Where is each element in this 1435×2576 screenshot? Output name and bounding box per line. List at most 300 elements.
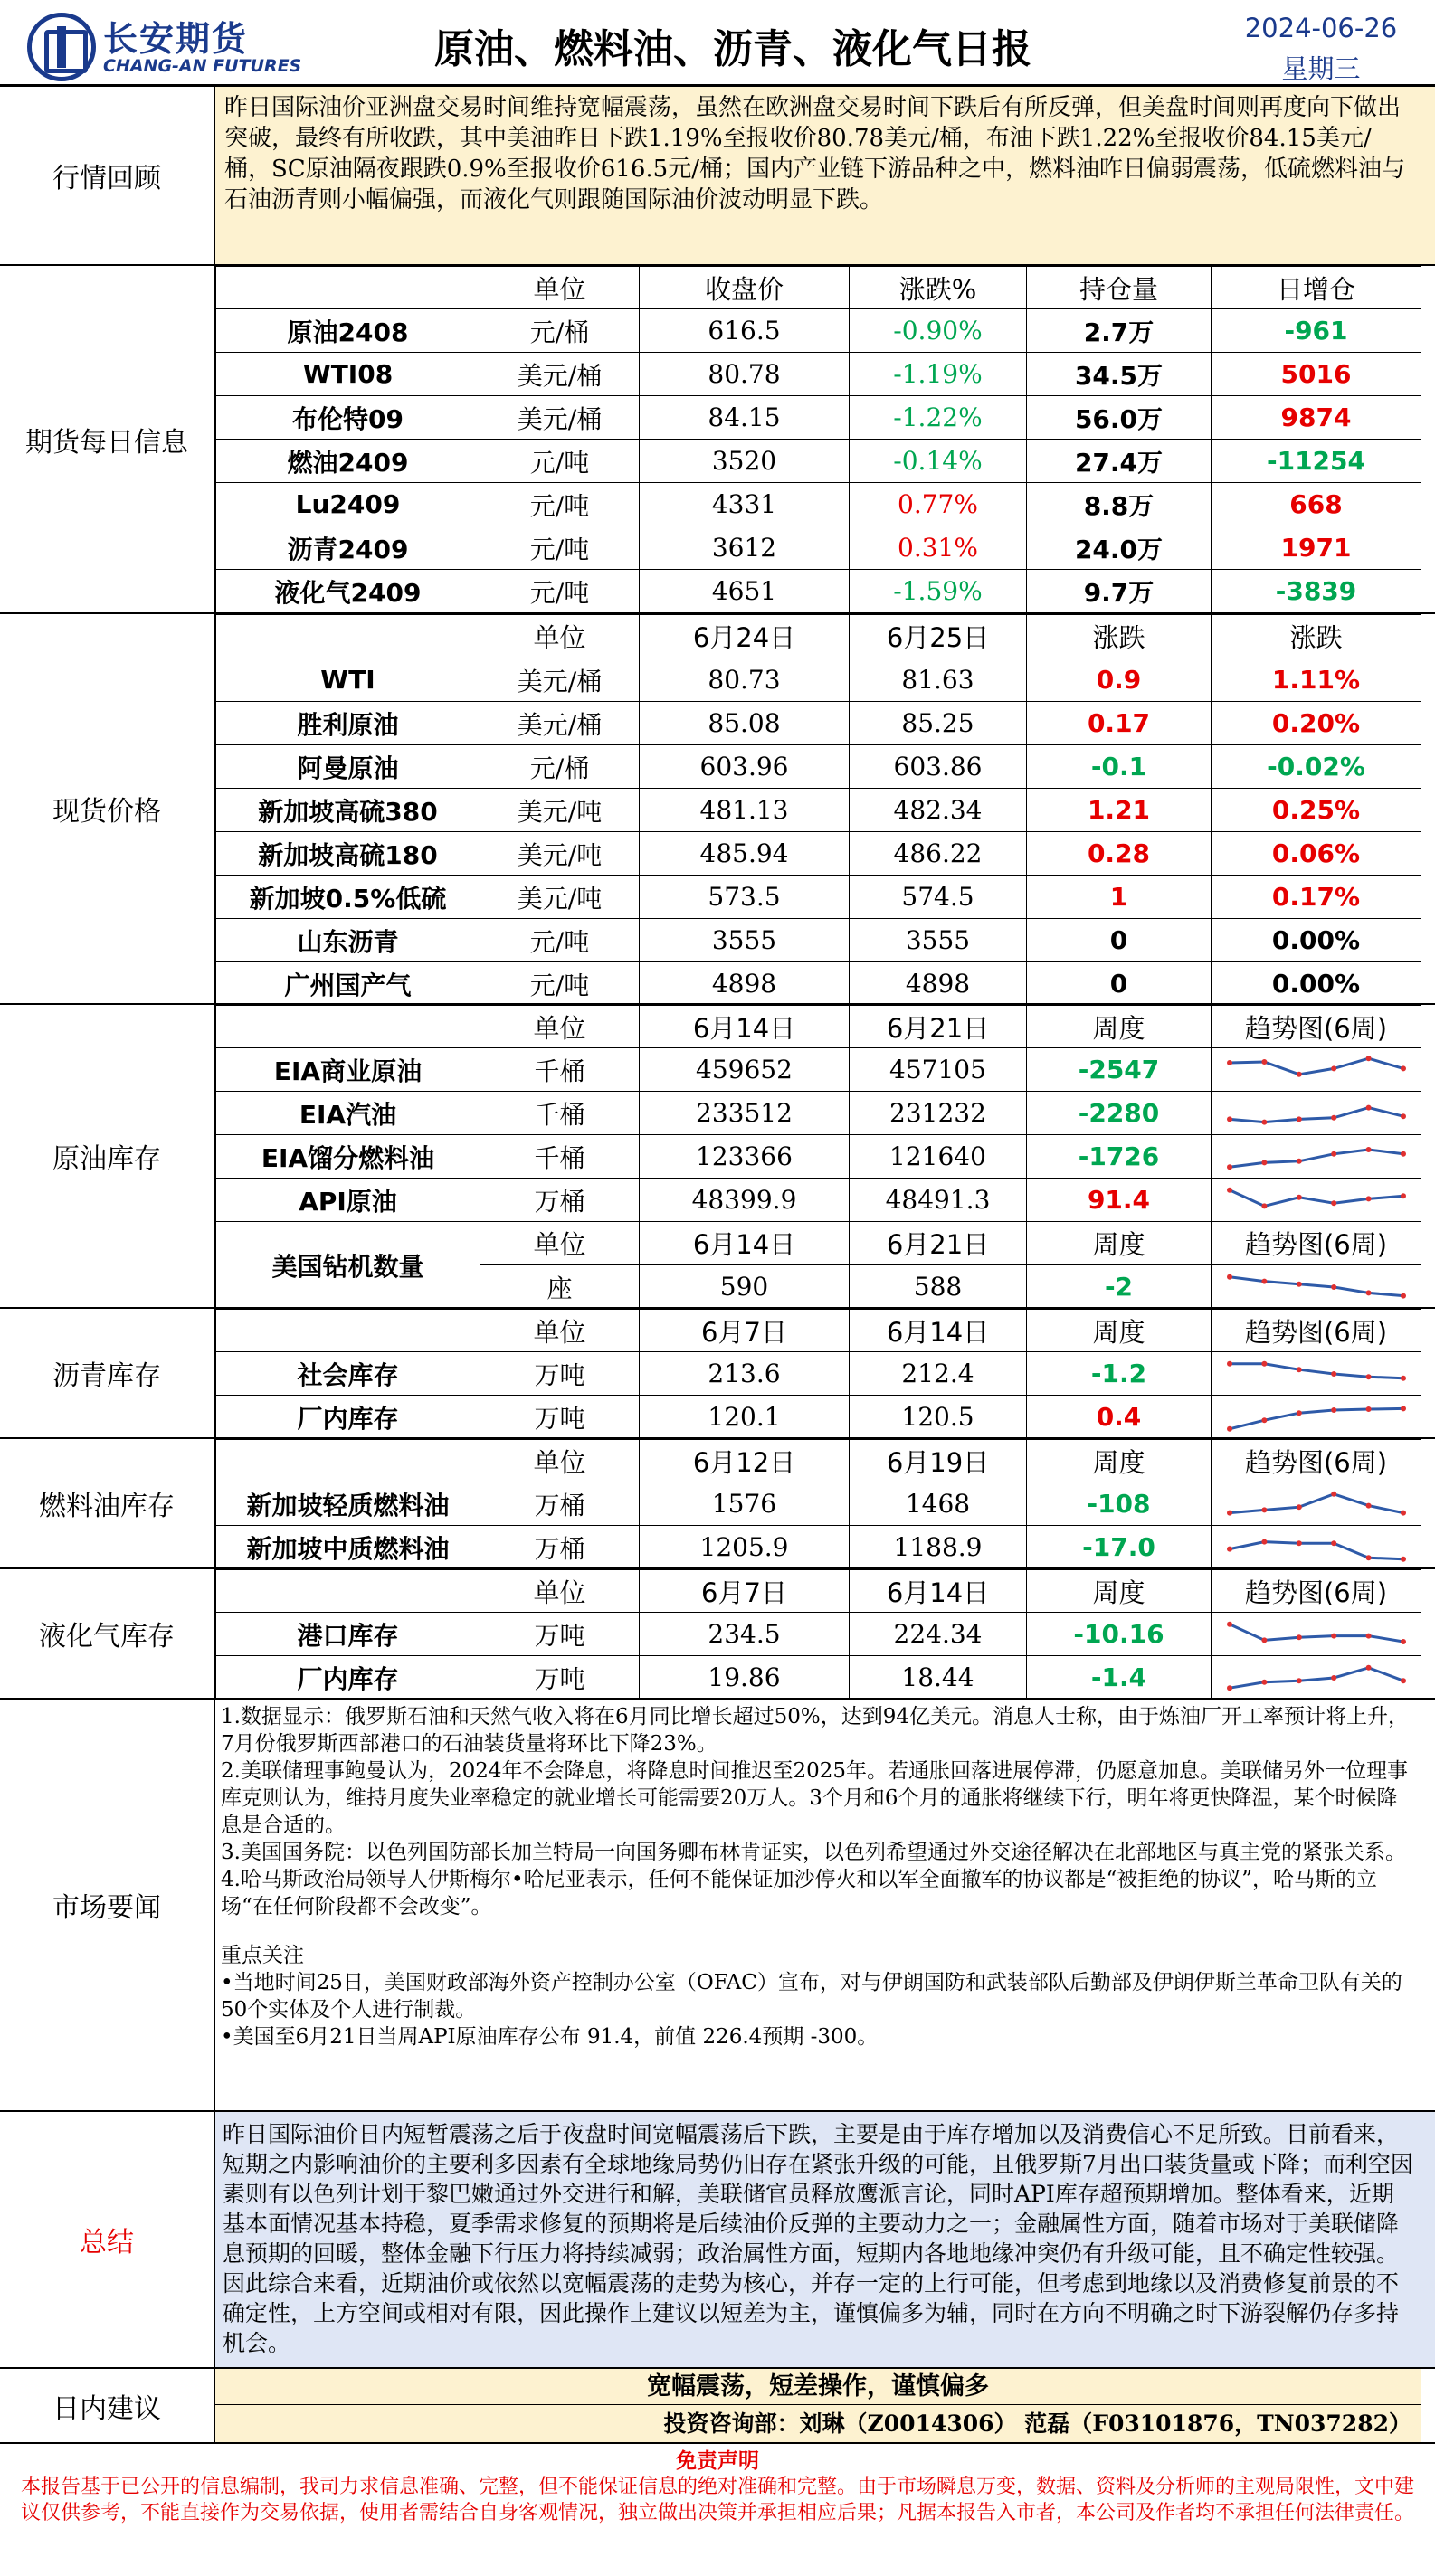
trend-point	[1365, 1374, 1371, 1379]
price-day2: 486.22	[850, 832, 1027, 876]
price-day1: 603.96	[640, 745, 850, 789]
unit-cell: 万桶	[480, 1482, 640, 1526]
price-day2: 3555	[850, 919, 1027, 962]
instrument-name: WTI08	[216, 353, 480, 396]
close-price: 3612	[640, 526, 850, 570]
trend-point	[1401, 1678, 1406, 1683]
weekly-change: -1726	[1027, 1135, 1212, 1179]
trend-sparkline	[1226, 1616, 1407, 1653]
trend-chart	[1212, 1526, 1421, 1569]
table-row	[216, 702, 1421, 745]
table-row	[216, 1179, 1421, 1222]
table-row	[216, 396, 1421, 440]
trend-point	[1365, 1664, 1371, 1670]
fuel-inventory-section	[0, 1439, 1435, 1569]
column-header: 6月14日	[640, 1006, 850, 1048]
inventory-name: EIA汽油	[216, 1092, 480, 1135]
inventory-prev: 1576	[640, 1482, 850, 1526]
instrument-name: 液化气2409	[216, 570, 480, 613]
unit-cell: 座	[480, 1265, 640, 1309]
trend-point	[1261, 1160, 1267, 1165]
trend-point	[1331, 1284, 1336, 1290]
price-change-percent: 0.06%	[1212, 832, 1421, 876]
trend-point	[1261, 1637, 1267, 1643]
close-price: 4331	[640, 483, 850, 526]
table-row	[216, 962, 1421, 1006]
inventory-name: 港口库存	[216, 1613, 480, 1656]
trend-point	[1365, 1196, 1371, 1201]
trend-sparkline	[1226, 1530, 1407, 1566]
column-header: 6月25日	[850, 615, 1027, 658]
change-percent: -1.59%	[850, 570, 1027, 613]
daily-oi-change: 668	[1212, 483, 1421, 526]
unit-cell: 万吨	[480, 1396, 640, 1439]
trend-point	[1296, 1678, 1301, 1683]
price-change-percent: 0.25%	[1212, 789, 1421, 832]
trend-point	[1296, 1367, 1301, 1372]
price-change-percent: 0.00%	[1212, 919, 1421, 962]
column-header: 6月19日	[850, 1440, 1027, 1482]
lpg-inventory-section	[0, 1569, 1435, 1700]
column-header: 涨跌%	[850, 267, 1027, 309]
price-day1: 4898	[640, 962, 850, 1006]
news-item: 3.美国国务院：以色列国防部长加兰特局一向国务卿布林肯证实，以色列希望通过外交途径解决在北部地区与真主党的紧张关系。	[221, 1841, 1406, 1864]
inventory-prev: 234.5	[640, 1613, 850, 1656]
inventory-prev: 120.1	[640, 1396, 850, 1439]
trend-chart	[1212, 1396, 1421, 1439]
column-header: 周度	[1027, 1440, 1212, 1482]
open-interest: 56.0万	[1027, 396, 1212, 440]
trend-point	[1331, 1151, 1336, 1156]
column-header: 6月14日	[640, 1222, 850, 1265]
trend-point	[1365, 1056, 1371, 1061]
trend-point	[1296, 1158, 1301, 1163]
change-percent: 0.77%	[850, 483, 1027, 526]
unit-cell: 元/吨	[480, 440, 640, 483]
trend-point	[1261, 1119, 1267, 1124]
table-header-row	[216, 615, 1421, 658]
focus-item: •美国至6月21日当周API原油库存公布 91.4，前值 226.4预期 -300。	[221, 2025, 879, 2049]
disclaimer-title: 免责声明	[676, 2448, 759, 2473]
open-interest: 24.0万	[1027, 526, 1212, 570]
news-label: 市场要闻	[0, 1700, 215, 2110]
summary-section	[0, 2112, 1435, 2369]
trend-chart	[1212, 1352, 1421, 1396]
inventory-latest: 18.44	[850, 1656, 1027, 1700]
trend-point	[1227, 1116, 1232, 1122]
daily-oi-change: -3839	[1212, 570, 1421, 613]
unit-cell: 万吨	[480, 1613, 640, 1656]
unit-cell: 万桶	[480, 1526, 640, 1569]
price-change: 1	[1027, 876, 1212, 919]
spot-name: 新加坡高硫180	[216, 832, 480, 876]
open-interest: 9.7万	[1027, 570, 1212, 613]
unit-cell: 万吨	[480, 1352, 640, 1396]
price-day2: 482.34	[850, 789, 1027, 832]
trend-point	[1331, 1633, 1336, 1638]
unit-cell: 美元/吨	[480, 832, 640, 876]
trend-point	[1401, 1406, 1406, 1411]
instrument-name: 沥青2409	[216, 526, 480, 570]
instrument-name: 原油2408	[216, 309, 480, 353]
trend-point	[1401, 1193, 1406, 1198]
trend-point	[1227, 1425, 1232, 1431]
column-header	[216, 1006, 480, 1048]
market-review-text: 昨日国际油价亚洲盘交易时间维持宽幅震荡，虽然在欧洲盘交易时间下跌后有所反弹，但美盘时间则再度向下做出突破，最终有所收跌，其中美油昨日下跌1.19%至报收价80.78美元/桶，布油下跌1.22%至报收价84.15美元/桶，SC原油隔夜跟跌0.9%至报收价616.5元/桶；国内产业链下游品种之中，燃料油昨日偏弱震荡，低硫燃料油与石油沥青则小幅偏强，而液化气则跟随国际油价波动明显下跌。	[224, 94, 1405, 213]
weekly-change: 91.4	[1027, 1179, 1212, 1222]
weekly-change: -108	[1027, 1482, 1212, 1526]
spot-label: 现货价格	[0, 614, 215, 1003]
trend-point	[1401, 1151, 1406, 1156]
intraday-section	[0, 2369, 1435, 2444]
column-header: 单位	[480, 267, 640, 309]
change-percent: -1.22%	[850, 396, 1027, 440]
spot-name: 阿曼原油	[216, 745, 480, 789]
column-header: 6月21日	[850, 1222, 1027, 1265]
inventory-latest: 48491.3	[850, 1179, 1027, 1222]
trend-point	[1331, 1065, 1336, 1071]
disclaimer	[0, 2444, 1435, 2576]
table-row	[216, 1048, 1421, 1092]
daily-oi-change: 5016	[1212, 353, 1421, 396]
spot-name: 新加坡0.5%低硫	[216, 876, 480, 919]
crude-inventory-label: 原油库存	[0, 1005, 215, 1307]
trend-point	[1261, 1203, 1267, 1208]
report-date: 2024-06-26	[1244, 13, 1398, 43]
trend-line	[1230, 1058, 1403, 1075]
disclaimer-text: 本报告基于已公开的信息编制，我司力求信息准确、完整，但不能保证信息的绝对准确和完整。由于市场瞬息万变，数据、资料及分析师的主观局限性，文中建议仅供参考，不能直接作为交易依据，使用者需结合自身客观情况，独立做出决策并承担相应后果；凡据本报告入市者，本公司及作者均不承担任何法律责任。	[20, 2476, 1414, 2524]
trend-point	[1401, 1293, 1406, 1298]
unit-cell: 元/吨	[480, 526, 640, 570]
table-row	[216, 789, 1421, 832]
inventory-latest: 121640	[850, 1135, 1027, 1179]
daily-oi-change: 1971	[1212, 526, 1421, 570]
trend-line	[1230, 1493, 1403, 1512]
change-percent: -0.14%	[850, 440, 1027, 483]
crude-inventory-section	[0, 1005, 1435, 1309]
unit-cell: 美元/吨	[480, 789, 640, 832]
column-header: 6月14日	[850, 1570, 1027, 1613]
price-change: 0.17	[1027, 702, 1212, 745]
focus-item: •当地时间25日，美国财政部海外资产控制办公室（OFAC）宣布，对与伊朗国防和武装部队后勤部及伊朗伊斯兰革命卫队有关的50个实体及个人进行制裁。	[221, 1971, 1402, 2022]
trend-point	[1227, 1360, 1232, 1366]
spot-name: 新加坡高硫380	[216, 789, 480, 832]
table-row	[216, 876, 1421, 919]
trend-point	[1227, 1621, 1232, 1626]
table-row	[216, 483, 1421, 526]
column-header	[216, 1440, 480, 1482]
logo-name-cn: 长安期货	[103, 19, 249, 59]
unit-cell: 元/桶	[480, 309, 640, 353]
inventory-latest: 1468	[850, 1482, 1027, 1526]
trend-point	[1365, 1555, 1371, 1560]
table-row	[216, 570, 1421, 613]
spot-name: 广州国产气	[216, 962, 480, 1006]
inventory-prev: 19.86	[640, 1656, 850, 1700]
column-header: 周度	[1027, 1310, 1212, 1352]
trend-line	[1230, 1408, 1403, 1428]
trend-point	[1261, 1417, 1267, 1423]
trend-chart	[1212, 1613, 1421, 1656]
lpg-inventory-table	[215, 1569, 1421, 1700]
table-row	[216, 440, 1421, 483]
price-change-percent: 0.00%	[1212, 962, 1421, 1006]
company-logo-icon	[27, 13, 96, 81]
price-change: 0.28	[1027, 832, 1212, 876]
price-change: -0.1	[1027, 745, 1212, 789]
price-day2: 603.86	[850, 745, 1027, 789]
open-interest: 2.7万	[1027, 309, 1212, 353]
inventory-latest: 224.34	[850, 1613, 1027, 1656]
unit-cell: 美元/桶	[480, 658, 640, 702]
trend-point	[1261, 1059, 1267, 1065]
close-price: 84.15	[640, 396, 850, 440]
unit-cell: 千桶	[480, 1092, 640, 1135]
trend-point	[1227, 1685, 1232, 1690]
table-header-row	[216, 1006, 1421, 1048]
column-header: 趋势图(6周)	[1212, 1006, 1421, 1048]
price-day1: 85.08	[640, 702, 850, 745]
column-header: 趋势图(6周)	[1212, 1440, 1421, 1482]
column-header: 单位	[480, 1310, 640, 1352]
inventory-name: 新加坡轻质燃料油	[216, 1482, 480, 1526]
table-header-row	[216, 267, 1421, 309]
column-header: 6月7日	[640, 1310, 850, 1352]
column-header: 6月12日	[640, 1440, 850, 1482]
trend-point	[1331, 1371, 1336, 1377]
column-header: 涨跌	[1212, 615, 1421, 658]
trend-point	[1227, 1187, 1232, 1192]
news-item: 2.美联储理事鲍曼认为，2024年不会降息，将降息时间推迟至2025年。若通胀回落进展停滞，仍愿意加息。美联储另外一位理事库克则认为，维持月度失业率稳定的就业增长可能需要20万人。3个月和6个月的通胀将继续下行，明年将更快降温，某个时候降息是合适的。	[221, 1759, 1409, 1837]
trend-point	[1261, 1360, 1267, 1366]
table-row	[216, 919, 1421, 962]
trend-point	[1296, 1504, 1301, 1510]
trend-point	[1401, 1510, 1406, 1515]
weekly-change: -2	[1027, 1265, 1212, 1309]
table-header-row	[216, 1440, 1421, 1482]
futures-table	[215, 266, 1421, 613]
weekly-change: -10.16	[1027, 1613, 1212, 1656]
trend-point	[1261, 1278, 1267, 1283]
logo-name-en: CHANG-AN FUTURES	[103, 56, 302, 76]
trend-point	[1365, 1406, 1371, 1412]
column-header	[216, 1310, 480, 1352]
price-day2: 4898	[850, 962, 1027, 1006]
close-price: 3520	[640, 440, 850, 483]
instrument-name: 布伦特09	[216, 396, 480, 440]
intraday-label: 日内建议	[0, 2369, 215, 2442]
price-change-percent: 0.17%	[1212, 876, 1421, 919]
weekly-change: -1.4	[1027, 1656, 1212, 1700]
table-row	[216, 1135, 1421, 1179]
column-header: 趋势图(6周)	[1212, 1570, 1421, 1613]
inventory-prev: 459652	[640, 1048, 850, 1092]
trend-line	[1230, 1541, 1403, 1558]
trend-line	[1230, 1667, 1403, 1687]
unit-cell: 元/吨	[480, 483, 640, 526]
trend-point	[1296, 1116, 1301, 1122]
news-item: 4.哈马斯政治局领导人伊斯梅尔•哈尼亚表示，任何不能保证加沙停火和以军全面撤军的协议都是“被拒绝的协议”，哈马斯的立场“在任何阶段都不会改变”。	[221, 1868, 1378, 1918]
inventory-name: 新加坡中质燃料油	[216, 1526, 480, 1569]
report-title: 原油、燃料油、沥青、液化气日报	[434, 26, 1031, 72]
fuel-inventory-table	[215, 1439, 1421, 1569]
change-percent: -0.90%	[850, 309, 1027, 353]
price-change: 0.9	[1027, 658, 1212, 702]
column-header: 周度	[1027, 1006, 1212, 1048]
trend-point	[1261, 1539, 1267, 1544]
unit-cell: 千桶	[480, 1048, 640, 1092]
trend-chart	[1212, 1048, 1421, 1092]
inventory-latest: 231232	[850, 1092, 1027, 1135]
inventory-prev: 590	[640, 1265, 850, 1309]
price-day1: 573.5	[640, 876, 850, 919]
close-price: 616.5	[640, 309, 850, 353]
asphalt-inventory-label: 沥青库存	[0, 1309, 215, 1437]
open-interest: 27.4万	[1027, 440, 1212, 483]
table-row	[216, 1526, 1421, 1569]
column-header	[216, 615, 480, 658]
weekly-change: -17.0	[1027, 1526, 1212, 1569]
table-row	[216, 832, 1421, 876]
price-day1: 485.94	[640, 832, 850, 876]
inventory-prev: 48399.9	[640, 1179, 850, 1222]
trend-sparkline	[1226, 1182, 1407, 1218]
trend-sparkline	[1226, 1269, 1407, 1305]
consultant-info: 投资咨询部：刘琳（Z0014306） 范磊（F03101876，TN037282）	[215, 2405, 1421, 2442]
market-review-label: 行情回顾	[0, 87, 215, 264]
trend-point	[1401, 1375, 1406, 1380]
column-header: 日增仓	[1212, 267, 1421, 309]
trend-point	[1227, 1510, 1232, 1515]
column-header: 6月14日	[850, 1310, 1027, 1352]
column-header: 单位	[480, 615, 640, 658]
report-header	[0, 0, 1435, 87]
lpg-inventory-label: 液化气库存	[0, 1569, 215, 1698]
trend-chart	[1212, 1656, 1421, 1700]
trend-point	[1401, 1113, 1406, 1119]
trend-sparkline	[1226, 1660, 1407, 1696]
table-row	[216, 1092, 1421, 1135]
unit-cell: 美元/桶	[480, 396, 640, 440]
summary-text: 昨日国际油价日内短暂震荡之后于夜盘时间宽幅震荡后下跌，主要是由于库存增加以及消费信心不足所致。目前看来，短期之内影响油价的主要利多因素有全球地缘局势仍旧存在紧张升级的可能，且俄罗斯7月出口装货量或下降；而利空因素则有以色列计划于黎巴嫩通过外交进行和解，美联储官员释放鹰派言论，同时API库存超预期增加。整体看来，近期基本面情况基本持稳，夏季需求修复的预期将是后续油价反弹的主要动力之一；金融属性方面，随着市场对于美联储降息预期的回暖，整体金融下行压力将持续减弱；政治属性方面，短期内各地地缘冲突仍有升级可能，且不确定性较强。因此综合来看，近期油价或依然以宽幅震荡的走势为核心，并存一定的上行可能，但考虑到地缘以及消费修复前景的不确定性，上方空间或相对有限，因此操作上建议以短差为主，谨慎偏多为辅，同时在方向不明确之时下游裂解仍存多持机会。	[215, 2112, 1421, 2365]
unit-cell: 千桶	[480, 1135, 640, 1179]
column-header: 单位	[480, 1570, 640, 1613]
column-header: 趋势图(6周)	[1212, 1310, 1421, 1352]
trend-point	[1365, 1147, 1371, 1152]
trend-point	[1296, 1194, 1301, 1199]
close-price: 4651	[640, 570, 850, 613]
inventory-latest: 457105	[850, 1048, 1027, 1092]
news-item: 1.数据显示：俄罗斯石油和天然气收入将在6月同比增长超过50%，达到94亿美元。消息人士称，由于炼油厂开工率预计将上升，7月份俄罗斯西部港口的石油装货量将环比下降23%。	[221, 1705, 1409, 1756]
column-header: 6月21日	[850, 1006, 1027, 1048]
unit-cell: 元/桶	[480, 745, 640, 789]
inventory-latest: 588	[850, 1265, 1027, 1309]
table-row	[216, 353, 1421, 396]
close-price: 80.78	[640, 353, 850, 396]
report-weekday: 星期三	[1281, 53, 1361, 84]
inventory-prev: 123366	[640, 1135, 850, 1179]
price-day1: 3555	[640, 919, 850, 962]
unit-cell: 元/吨	[480, 570, 640, 613]
trend-point	[1365, 1290, 1371, 1295]
unit-cell: 万吨	[480, 1656, 640, 1700]
daily-oi-change: 9874	[1212, 396, 1421, 440]
trend-line	[1230, 1276, 1403, 1295]
trend-point	[1296, 1540, 1301, 1546]
column-header: 单位	[480, 1006, 640, 1048]
table-header-row	[216, 1310, 1421, 1352]
trend-point	[1365, 1633, 1371, 1638]
price-change-percent: 1.11%	[1212, 658, 1421, 702]
trend-point	[1227, 1164, 1232, 1170]
trend-chart	[1212, 1135, 1421, 1179]
trend-point	[1331, 1407, 1336, 1413]
instrument-name: Lu2409	[216, 483, 480, 526]
price-change: 1.21	[1027, 789, 1212, 832]
inventory-name: EIA馏分燃料油	[216, 1135, 480, 1179]
change-percent: 0.31%	[850, 526, 1027, 570]
trend-point	[1296, 1410, 1301, 1416]
column-header: 周度	[1027, 1222, 1212, 1265]
trend-point	[1261, 1507, 1267, 1512]
trend-chart	[1212, 1092, 1421, 1135]
trend-sparkline	[1226, 1095, 1407, 1132]
table-row	[216, 1396, 1421, 1439]
spot-table	[215, 614, 1421, 1006]
trend-point	[1296, 1281, 1301, 1286]
trend-line	[1230, 1150, 1403, 1167]
spot-name: 胜利原油	[216, 702, 480, 745]
trend-sparkline	[1226, 1139, 1407, 1175]
trend-point	[1365, 1502, 1371, 1508]
table-row	[216, 658, 1421, 702]
trend-point	[1401, 1556, 1406, 1561]
unit-cell: 元/吨	[480, 962, 640, 1006]
trend-sparkline	[1226, 1486, 1407, 1522]
inventory-name: 厂内库存	[216, 1656, 480, 1700]
trend-point	[1261, 1679, 1267, 1684]
column-header: 涨跌	[1027, 615, 1212, 658]
change-percent: -1.19%	[850, 353, 1027, 396]
inventory-prev: 213.6	[640, 1352, 850, 1396]
focus-title: 重点关注	[221, 1944, 304, 1967]
trend-point	[1401, 1639, 1406, 1644]
column-header: 单位	[480, 1222, 640, 1265]
inventory-name: EIA商业原油	[216, 1048, 480, 1092]
price-change-percent: 0.20%	[1212, 702, 1421, 745]
price-day2: 81.63	[850, 658, 1027, 702]
trend-point	[1331, 1491, 1336, 1496]
inventory-name: API原油	[216, 1179, 480, 1222]
instrument-name: 燃油2409	[216, 440, 480, 483]
table-row	[216, 309, 1421, 353]
table-row	[216, 745, 1421, 789]
weekly-change: -2547	[1027, 1048, 1212, 1092]
unit-cell: 美元/桶	[480, 353, 640, 396]
futures-section	[0, 266, 1435, 614]
inventory-latest: 212.4	[850, 1352, 1027, 1396]
price-day1: 80.73	[640, 658, 850, 702]
trend-sparkline	[1226, 1052, 1407, 1088]
trend-point	[1331, 1675, 1336, 1681]
futures-label: 期货每日信息	[0, 266, 215, 612]
rig-header-row	[216, 1222, 1421, 1265]
spot-section	[0, 614, 1435, 1005]
news-content	[215, 1700, 1421, 2054]
trend-line	[1230, 1363, 1403, 1378]
price-day2: 574.5	[850, 876, 1027, 919]
trend-sparkline	[1226, 1399, 1407, 1435]
